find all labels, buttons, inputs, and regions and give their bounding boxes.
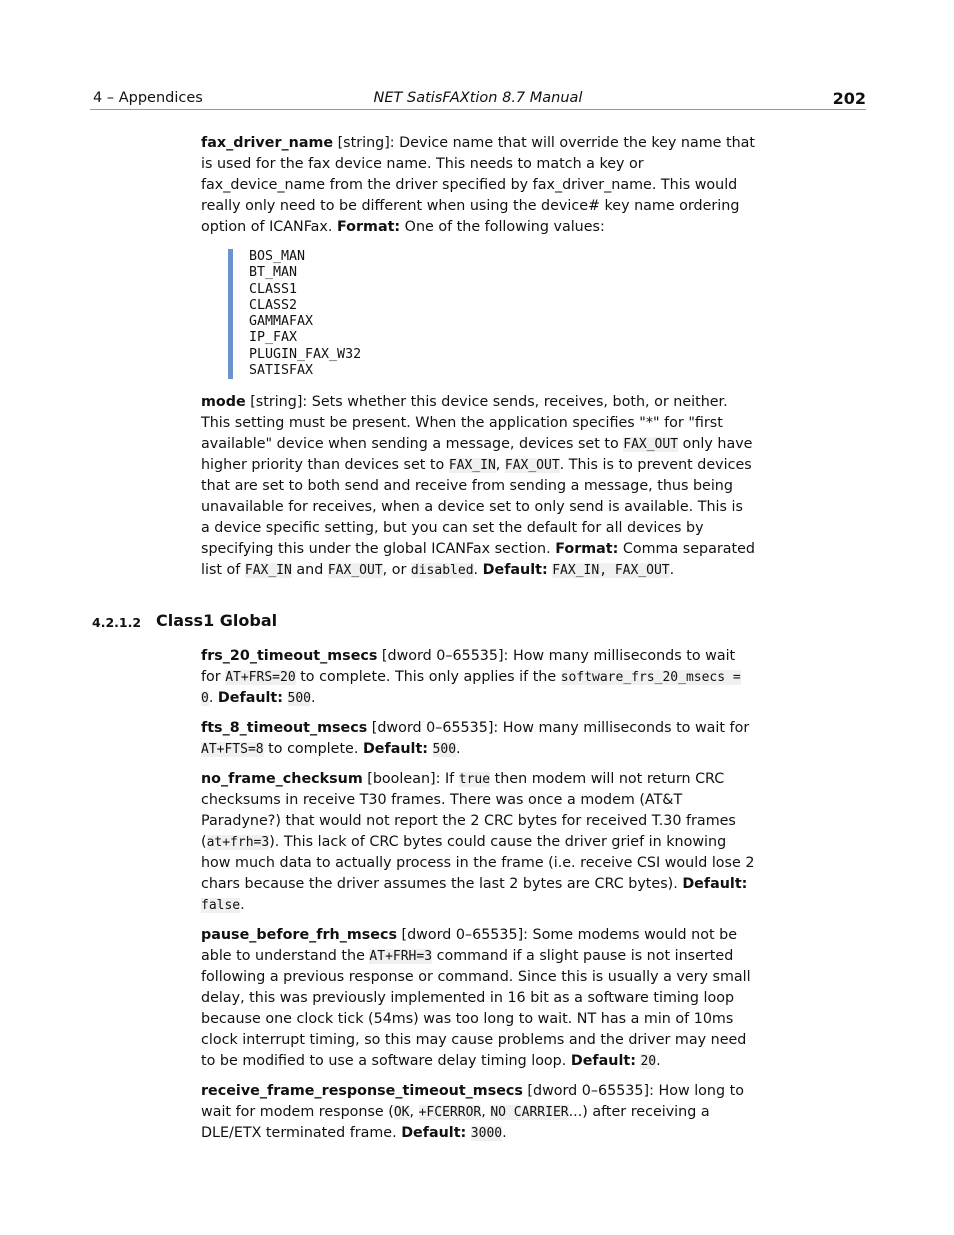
term-name: pause_before_frh_msecs: [201, 927, 397, 944]
term-name: mode: [201, 394, 246, 411]
code-line: BT_MAN: [249, 265, 298, 281]
text: .: [208, 690, 218, 707]
term-type: [string]:: [245, 394, 312, 411]
text: .: [656, 1053, 661, 1070]
text: How many milliseconds to wait for: [201, 648, 736, 686]
code-line: BOS_MAN: [249, 249, 306, 264]
text: .: [669, 562, 675, 579]
code-line: CLASS2: [249, 297, 298, 313]
text: ,: [495, 457, 505, 474]
inline-code: 3000: [470, 1126, 503, 1142]
term-name: fts_8_timeout_msecs: [201, 720, 368, 737]
term-type: [dword 0–65535]:: [377, 648, 513, 665]
inline-code: AT+FRS=20: [225, 670, 296, 686]
code-line: IP_FAX: [249, 330, 298, 346]
format-label: Format:: [555, 541, 619, 558]
section-number: 4.2.1.2: [92, 615, 142, 631]
term-name: fax_driver_name: [201, 135, 334, 151]
inline-code: software_frs_20_msecs = 0: [201, 670, 741, 707]
default-label: Default:: [401, 1125, 467, 1142]
entry-frs-20-timeout: [201, 646, 756, 709]
text: and: [291, 562, 328, 579]
inline-code: false: [201, 898, 241, 914]
text: [428, 741, 433, 757]
text: to complete.: [263, 741, 363, 758]
text: How long to wait for modem response (: [201, 1083, 744, 1121]
term-type: [dword 0–65535]:: [396, 927, 533, 944]
text: , or: [382, 562, 411, 579]
format-label: Format:: [336, 219, 401, 235]
fax-driver-values-list: [228, 249, 756, 379]
code-line: PLUGIN_FAX_W32: [249, 346, 362, 362]
text: Sets whether this device sends, receives, both, or neither. This setting must be present. When the application specifies "*" for "first available" device when sending a message, devices set to: [201, 394, 728, 453]
inline-code: AT+FRH=3: [369, 949, 433, 965]
term-name: frs_20_timeout_msecs: [201, 648, 378, 665]
inline-code: 20: [640, 1054, 657, 1070]
manual-title: NET SatisFAXtion 8.7 Manual: [373, 90, 583, 106]
code-line: CLASS1: [249, 281, 298, 297]
term-desc: Device name that will override the key name that is used for the fax device name. This needs to match a key or fax_device_name from the driver specified by fax_driver_name. This would really only need to be different when using the device# key name ordering option of ICANFax.: [201, 135, 756, 235]
text: Comma separated list of: [201, 541, 755, 579]
chapter-label: 4 – Appendices: [93, 90, 203, 106]
inline-code: true: [458, 772, 491, 788]
entry-fax-driver-name: [201, 133, 756, 238]
text: .: [473, 562, 483, 579]
text: to complete. This only applies if the: [295, 669, 561, 686]
term-type: [string]:: [333, 135, 400, 151]
text: ,: [481, 1104, 491, 1121]
inline-code: 500: [432, 742, 457, 758]
inline-code: FAX_OUT: [504, 458, 560, 474]
page-content: [92, 133, 756, 1153]
default-label: Default:: [482, 562, 548, 579]
inline-code: disabled: [410, 563, 474, 579]
code-line: SATISFAX: [249, 363, 314, 379]
inline-code: OK: [393, 1105, 410, 1121]
term-name: no_frame_checksum: [201, 771, 363, 788]
format-text: One of the following values:: [400, 219, 605, 235]
inline-code: FAX_IN: [448, 458, 496, 474]
text: If: [444, 771, 459, 788]
section-title: Class1 Global: [156, 611, 278, 631]
entry-receive-frame-response-timeout: [201, 1081, 756, 1144]
text: .: [502, 1125, 507, 1142]
inline-code: FAX_OUT: [623, 437, 679, 453]
text: ,: [409, 1104, 419, 1121]
default-label: Default:: [217, 690, 283, 707]
inline-code: FAX_OUT: [327, 563, 383, 579]
default-label: Default:: [682, 876, 748, 893]
section-heading: [90, 611, 756, 633]
text: then modem will not return CRC checksums in receive T30 frames. There was once a modem (AT&T Paradyne?) that would not report the 2 CRC bytes for received T.30 frames (: [201, 771, 736, 851]
text: Some modems would not be able to understand the: [201, 927, 738, 965]
inline-code: +FCERROR: [418, 1105, 482, 1121]
inline-code: FAX_IN, FAX_OUT: [552, 563, 670, 579]
term-name: receive_frame_response_timeout_msecs: [201, 1083, 523, 1100]
text: only have higher priority than devices set to: [201, 436, 753, 474]
inline-code: at+frh=3: [206, 835, 270, 851]
entry-pause-before-frh: [201, 925, 756, 1072]
entry-mode: [201, 392, 756, 581]
text: ). This lack of CRC bytes could cause the driver grief in knowing how much data to actually process in the frame (i.e. receive CSI would lose 2 chars because the driver assumes the last 2 bytes are CRC bytes).: [201, 834, 755, 893]
default-label: Default:: [362, 741, 428, 758]
page-number: 202: [832, 89, 866, 108]
term-type: [dword 0–65535]:: [367, 720, 503, 737]
inline-code: 500: [287, 691, 312, 707]
default-label: Default:: [570, 1053, 636, 1070]
inline-code: FAX_IN: [244, 563, 292, 579]
text: .: [240, 897, 245, 914]
text: .: [456, 741, 461, 758]
page-header: [90, 89, 866, 110]
text: . This is to prevent devices that are set to both send and receive from sending a message, thus being unavailable for receives, when a device set to only send is available. This is a device specific setting, but you can set the default for all devices by specifying this under the global ICANFax section.: [201, 457, 752, 558]
text: [283, 690, 288, 706]
term-type: [dword 0–65535]:: [522, 1083, 659, 1100]
text: command if a slight pause is not inserted following a previous response or command. Since this is usually a very small delay, this was previously implemented in 16 bit as a software timing loop because one clock tick (54ms) was too long to wait. NT has a min of 10ms clock interrupt timing, so this may cause problems and the driver may need to be modified to use a software delay timing loop.: [201, 948, 751, 1070]
text: ...) after receiving a DLE/ETX terminated frame.: [201, 1104, 710, 1142]
term-type: [boolean]:: [362, 771, 445, 788]
inline-code: AT+FTS=8: [201, 742, 264, 758]
text: How many milliseconds to wait for: [502, 720, 750, 737]
entry-fts-8-timeout: [201, 718, 756, 760]
inline-code: NO CARRIER: [490, 1105, 569, 1121]
entry-no-frame-checksum: [201, 769, 756, 916]
code-line: GAMMAFAX: [249, 314, 314, 330]
text: .: [311, 690, 316, 707]
